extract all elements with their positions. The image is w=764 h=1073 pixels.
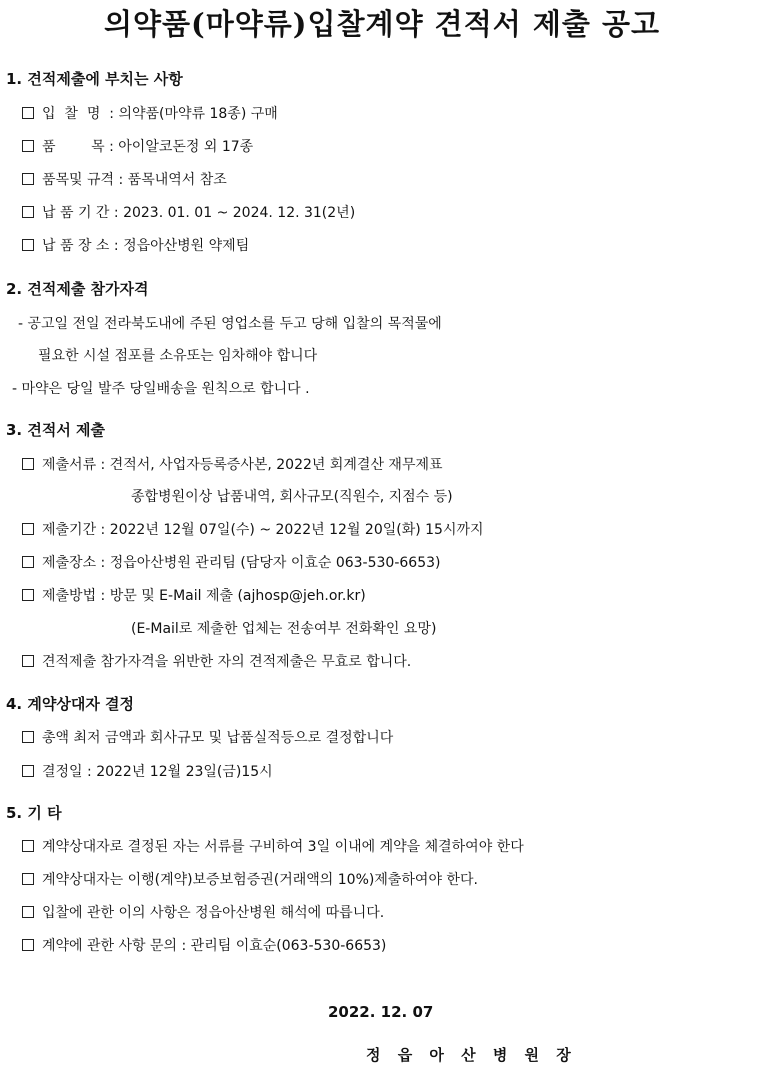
- item-text: 납 품 기 간 : 2023. 01. 01 ~ 2024. 12. 31(2년): [42, 205, 356, 221]
- item-text: 계약상대자로 결정된 자는 서류를 구비하여 3일 이내에 계약을 체결하여야 한다: [42, 839, 524, 855]
- item-text: 납 품 장 소 : 정읍아산병원 약제팀: [42, 238, 250, 254]
- list-item: [22, 727, 393, 747]
- checkbox-icon: [22, 873, 34, 885]
- checkbox-icon: [22, 589, 34, 601]
- item-text: 입 찰 명 : 의약품(마약류 18종) 구매: [42, 106, 278, 122]
- list-item: [22, 836, 524, 856]
- item-text: 품목및 규격 : 품목내역서 참조: [42, 172, 227, 188]
- list-item: [22, 235, 249, 255]
- item-text: 계약상대자는 이행(계약)보증보험증권(거래액의 10%)제출하여야 한다.: [42, 872, 478, 888]
- checkbox-icon: [22, 655, 34, 667]
- item-text: 총액 최저 금액과 회사규모 및 납품실적등으로 결정합니다: [42, 730, 394, 746]
- checkbox-icon: [22, 107, 34, 119]
- list-item: [22, 169, 227, 189]
- list-item: [22, 902, 384, 922]
- list-item: [22, 454, 443, 474]
- checkbox-icon: [22, 906, 34, 918]
- item-text: 제출기간 : 2022년 12월 07일(수) ~ 2022년 12월 20일(화) 15시까지: [42, 522, 484, 538]
- item-text: 품 목 : 아이알코돈정 외 17종: [42, 139, 254, 155]
- checkbox-icon: [22, 939, 34, 951]
- checkbox-icon: [22, 239, 34, 251]
- item-text: 제출장소 : 정읍아산병원 관리팀 (담당자 이효순 063-530-6653): [42, 555, 441, 571]
- checkbox-icon: [22, 731, 34, 743]
- list-item: [22, 202, 355, 222]
- checkbox-icon: [22, 556, 34, 568]
- list-item: [22, 519, 484, 539]
- checkbox-icon: [22, 173, 34, 185]
- text-line: 종합병원이상 납품내역, 회사규모(직원수, 지점수 등): [131, 489, 453, 505]
- checkbox-icon: [22, 140, 34, 152]
- section-2-heading: 2. 견적제출 참가자격: [6, 280, 149, 298]
- checkbox-icon: [22, 840, 34, 852]
- list-item: [22, 935, 386, 955]
- list-item: [22, 869, 478, 889]
- section-3-heading: 3. 견적서 제출: [6, 421, 106, 439]
- list-item: [22, 136, 253, 156]
- section-4-heading: 4. 계약상대자 결정: [6, 695, 135, 713]
- section-1-heading: 1. 견적제출에 부치는 사항: [6, 70, 183, 88]
- item-text: 제출방법 : 방문 및 E-Mail 제출 (ajhosp@jeh.or.kr): [42, 588, 366, 604]
- page-title: 의약품(마약류)입찰계약 견적서 제출 공고: [104, 7, 660, 41]
- list-item: [22, 585, 366, 605]
- list-item: [22, 552, 440, 572]
- document-date: 2022. 12. 07: [328, 1003, 434, 1021]
- checkbox-icon: [22, 765, 34, 777]
- item-text: 제출서류 : 견적서, 사업자등록증사본, 2022년 회계결산 재무제표: [42, 457, 443, 473]
- text-line: 필요한 시설 점포를 소유또는 임차해야 합니다: [38, 348, 318, 364]
- checkbox-icon: [22, 458, 34, 470]
- text-line: - 마약은 당일 발주 당일배송을 원칙으로 합니다 .: [12, 381, 310, 397]
- item-text: 결정일 : 2022년 12월 23일(금)15시: [42, 764, 273, 780]
- item-text: 입찰에 관한 이의 사항은 정읍아산병원 해석에 따릅니다.: [42, 905, 385, 921]
- text-line: (E-Mail로 제출한 업체는 전송여부 전화확인 요망): [131, 621, 437, 637]
- signature: 정 읍 아 산 병 원 장: [366, 1046, 577, 1064]
- list-item: [22, 651, 411, 671]
- section-5-heading: 5. 기 타: [6, 804, 62, 822]
- list-item: [22, 761, 273, 781]
- checkbox-icon: [22, 206, 34, 218]
- list-item: [22, 103, 278, 123]
- text-line: - 공고일 전일 전라북도내에 주된 영업소를 두고 당해 입찰의 목적물에: [18, 316, 442, 332]
- item-text: 계약에 관한 사항 문의 : 관리팀 이효순(063-530-6653): [42, 938, 387, 954]
- item-text: 견적제출 참가자격을 위반한 자의 견적제출은 무효로 합니다.: [42, 654, 412, 670]
- checkbox-icon: [22, 523, 34, 535]
